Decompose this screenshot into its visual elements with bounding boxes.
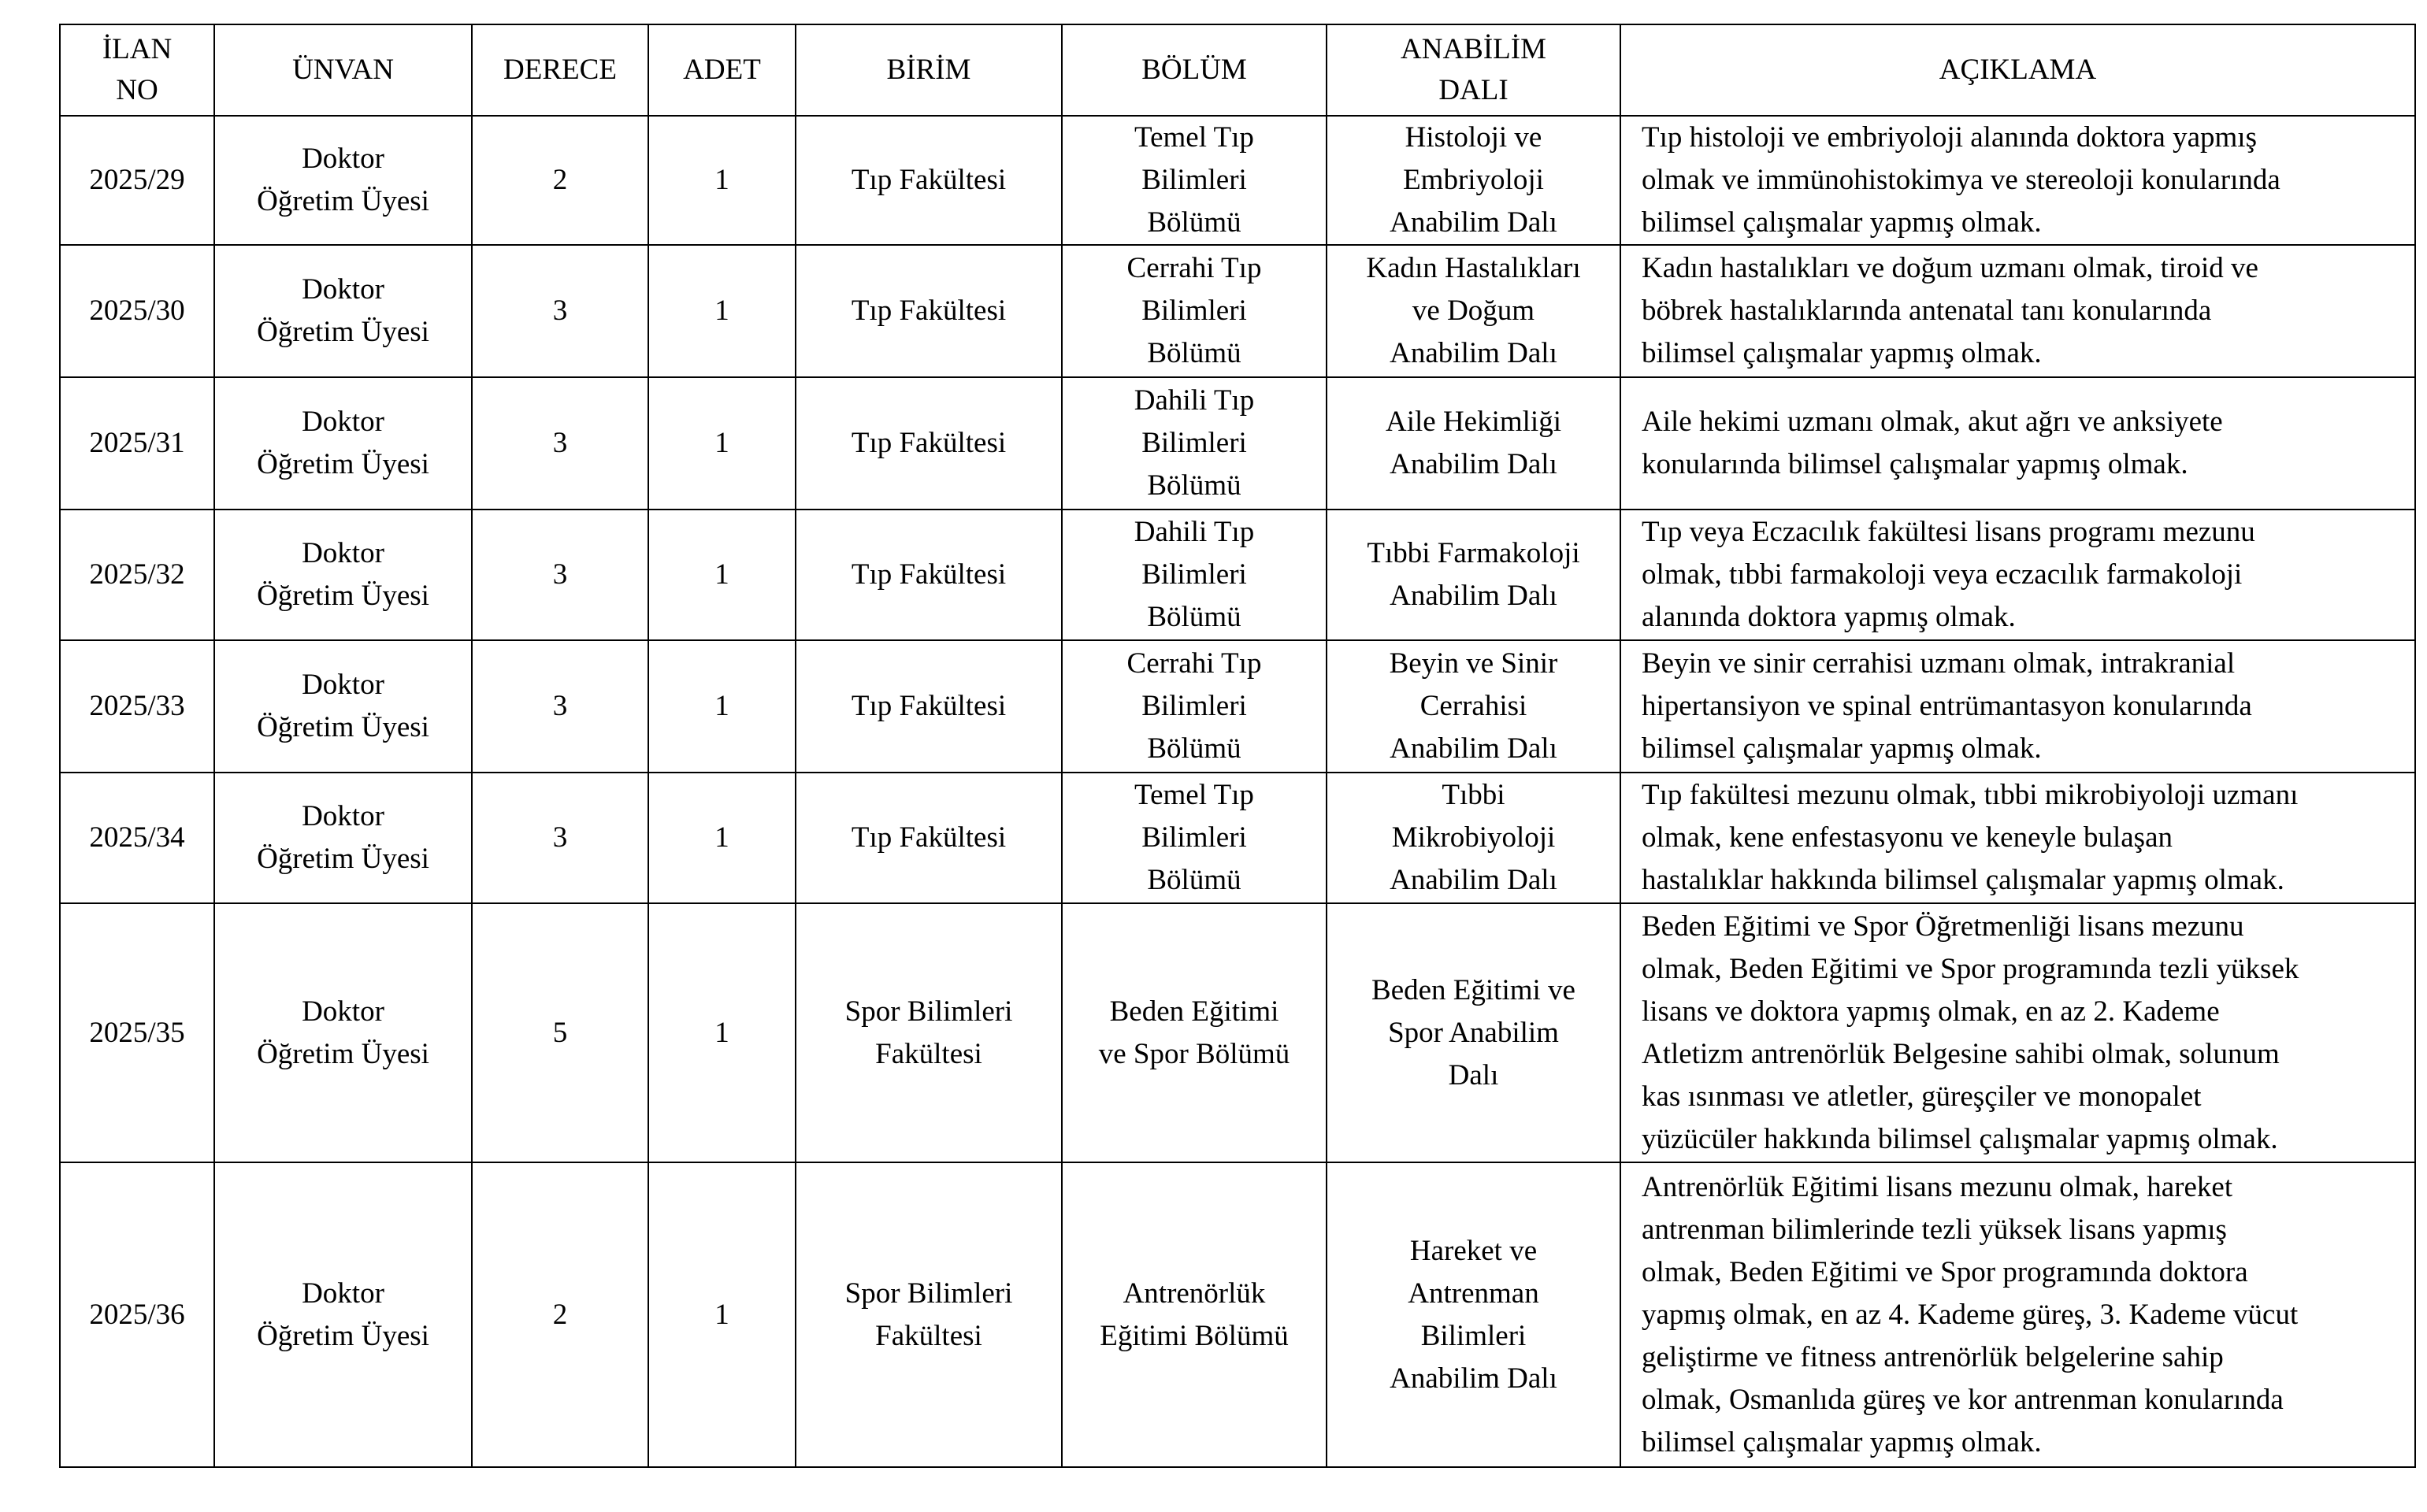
cell-bolum: Cerrahi Tıp Bilimleri Bölümü (1062, 640, 1327, 773)
cell-ilan-no: 2025/31 (60, 377, 214, 510)
cell-anabilim-dali: Beyin ve Sinir Cerrahisi Anabilim Dalı (1327, 640, 1620, 773)
cell-derece: 3 (472, 245, 648, 377)
cell-birim: Tıp Fakültesi (796, 640, 1062, 773)
header-row (60, 24, 2415, 116)
cell-derece: 2 (472, 1162, 648, 1467)
cell-derece: 3 (472, 640, 648, 773)
cell-bolum: Dahili Tıp Bilimleri Bölümü (1062, 377, 1327, 510)
cell-ilan-no: 2025/30 (60, 245, 214, 377)
cell-bolum: Dahili Tıp Bilimleri Bölümü (1062, 510, 1327, 640)
cell-birim: Tıp Fakültesi (796, 377, 1062, 510)
table-row (60, 640, 2415, 773)
cell-adet: 1 (648, 245, 796, 377)
table-row (60, 1162, 2415, 1467)
cell-adet: 1 (648, 903, 796, 1162)
cell-unvan: Doktor Öğretim Üyesi (214, 377, 472, 510)
cell-derece: 3 (472, 510, 648, 640)
cell-ilan-no: 2025/36 (60, 1162, 214, 1467)
cell-birim: Tıp Fakültesi (796, 116, 1062, 245)
cell-anabilim-dali: Tıbbi Mikrobiyoloji Anabilim Dalı (1327, 773, 1620, 903)
cell-adet: 1 (648, 640, 796, 773)
cell-unvan: Doktor Öğretim Üyesi (214, 116, 472, 245)
cell-anabilim-dali: Aile Hekimliği Anabilim Dalı (1327, 377, 1620, 510)
header-birim: BİRİM (796, 24, 1062, 116)
cell-ilan-no: 2025/33 (60, 640, 214, 773)
table-row (60, 903, 2415, 1162)
header-adet: ADET (648, 24, 796, 116)
cell-unvan: Doktor Öğretim Üyesi (214, 773, 472, 903)
cell-adet: 1 (648, 773, 796, 903)
cell-aciklama: Beden Eğitimi ve Spor Öğretmenliği lisans mezunu olmak, Beden Eğitimi ve Spor programında tezli yüksek lisans ve doktora yapmış olmak, en az 2. Kademe Atletizm antrenörlük Belgesine sahibi olmak, solunum kas ısınması ve atletler, güreşçiler ve monopalet yüzücüler hakkında bilimsel çalışmalar yapmış olmak. (1620, 903, 2415, 1162)
cell-unvan: Doktor Öğretim Üyesi (214, 1162, 472, 1467)
cell-birim: Tıp Fakültesi (796, 773, 1062, 903)
cell-anabilim-dali: Kadın Hastalıkları ve Doğum Anabilim Dalı (1327, 245, 1620, 377)
cell-birim: Tıp Fakültesi (796, 510, 1062, 640)
cell-bolum: Antrenörlük Eğitimi Bölümü (1062, 1162, 1327, 1467)
cell-anabilim-dali: Hareket ve Antrenman Bilimleri Anabilim Dalı (1327, 1162, 1620, 1467)
table-row (60, 245, 2415, 377)
cell-adet: 1 (648, 377, 796, 510)
cell-ilan-no: 2025/32 (60, 510, 214, 640)
header-unvan: ÜNVAN (214, 24, 472, 116)
cell-ilan-no: 2025/34 (60, 773, 214, 903)
cell-ilan-no: 2025/29 (60, 116, 214, 245)
cell-bolum: Cerrahi Tıp Bilimleri Bölümü (1062, 245, 1327, 377)
cell-birim: Spor Bilimleri Fakültesi (796, 903, 1062, 1162)
cell-unvan: Doktor Öğretim Üyesi (214, 903, 472, 1162)
cell-derece: 3 (472, 773, 648, 903)
cell-aciklama: Tıp histoloji ve embriyoloji alanında doktora yapmış olmak ve immünohistokimya ve stereoloji konularında bilimsel çalışmalar yapmış olmak. (1620, 116, 2415, 245)
table-row (60, 773, 2415, 903)
cell-bolum: Temel Tıp Bilimleri Bölümü (1062, 116, 1327, 245)
table-row (60, 116, 2415, 245)
cell-unvan: Doktor Öğretim Üyesi (214, 640, 472, 773)
cell-anabilim-dali: Beden Eğitimi ve Spor Anabilim Dalı (1327, 903, 1620, 1162)
cell-aciklama: Tıp fakültesi mezunu olmak, tıbbi mikrobiyoloji uzmanı olmak, kene enfestasyonu ve keneyle bulaşan hastalıklar hakkında bilimsel çalışmalar yapmış olmak. (1620, 773, 2415, 903)
cell-anabilim-dali: Tıbbi Farmakoloji Anabilim Dalı (1327, 510, 1620, 640)
table-row (60, 510, 2415, 640)
header-bolum: BÖLÜM (1062, 24, 1327, 116)
cell-ilan-no: 2025/35 (60, 903, 214, 1162)
cell-aciklama: Antrenörlük Eğitimi lisans mezunu olmak, hareket antrenman bilimlerinde tezli yüksek lisans yapmış olmak, Beden Eğitimi ve Spor programında doktora yapmış olmak, en az 4. Kademe güreş, 3. Kademe vücut geliştirme ve fitness antrenörlük belgelerine sahip olmak, Osmanlıda güreş ve kor antrenman konularında bilimsel çalışmalar yapmış olmak. (1620, 1162, 2415, 1467)
cell-derece: 5 (472, 903, 648, 1162)
cell-bolum: Temel Tıp Bilimleri Bölümü (1062, 773, 1327, 903)
cell-aciklama: Kadın hastalıkları ve doğum uzmanı olmak, tiroid ve böbrek hastalıklarında antenatal tanı konularında bilimsel çalışmalar yapmış olmak. (1620, 245, 2415, 377)
table-row (60, 377, 2415, 510)
cell-anabilim-dali: Histoloji ve Embriyoloji Anabilim Dalı (1327, 116, 1620, 245)
cell-derece: 2 (472, 116, 648, 245)
header-anabilim-dali: ANABİLİM DALI (1327, 24, 1620, 116)
cell-adet: 1 (648, 1162, 796, 1467)
cell-aciklama: Aile hekimi uzmanı olmak, akut ağrı ve anksiyete konularında bilimsel çalışmalar yapmış olmak. (1620, 377, 2415, 510)
cell-derece: 3 (472, 377, 648, 510)
header-aciklama: AÇIKLAMA (1620, 24, 2415, 116)
cell-aciklama: Tıp veya Eczacılık fakültesi lisans programı mezunu olmak, tıbbi farmakoloji veya eczacılık farmakoloji alanında doktora yapmış olmak. (1620, 510, 2415, 640)
cell-aciklama: Beyin ve sinir cerrahisi uzmanı olmak, intrakranial hipertansiyon ve spinal entrümantasyon konularında bilimsel çalışmalar yapmış olmak. (1620, 640, 2415, 773)
job-postings-table (59, 24, 2416, 1468)
cell-unvan: Doktor Öğretim Üyesi (214, 245, 472, 377)
header-ilan-no: İLAN NO (60, 24, 214, 116)
cell-birim: Tıp Fakültesi (796, 245, 1062, 377)
cell-bolum: Beden Eğitimi ve Spor Bölümü (1062, 903, 1327, 1162)
cell-unvan: Doktor Öğretim Üyesi (214, 510, 472, 640)
cell-birim: Spor Bilimleri Fakültesi (796, 1162, 1062, 1467)
header-derece: DERECE (472, 24, 648, 116)
cell-adet: 1 (648, 510, 796, 640)
cell-adet: 1 (648, 116, 796, 245)
